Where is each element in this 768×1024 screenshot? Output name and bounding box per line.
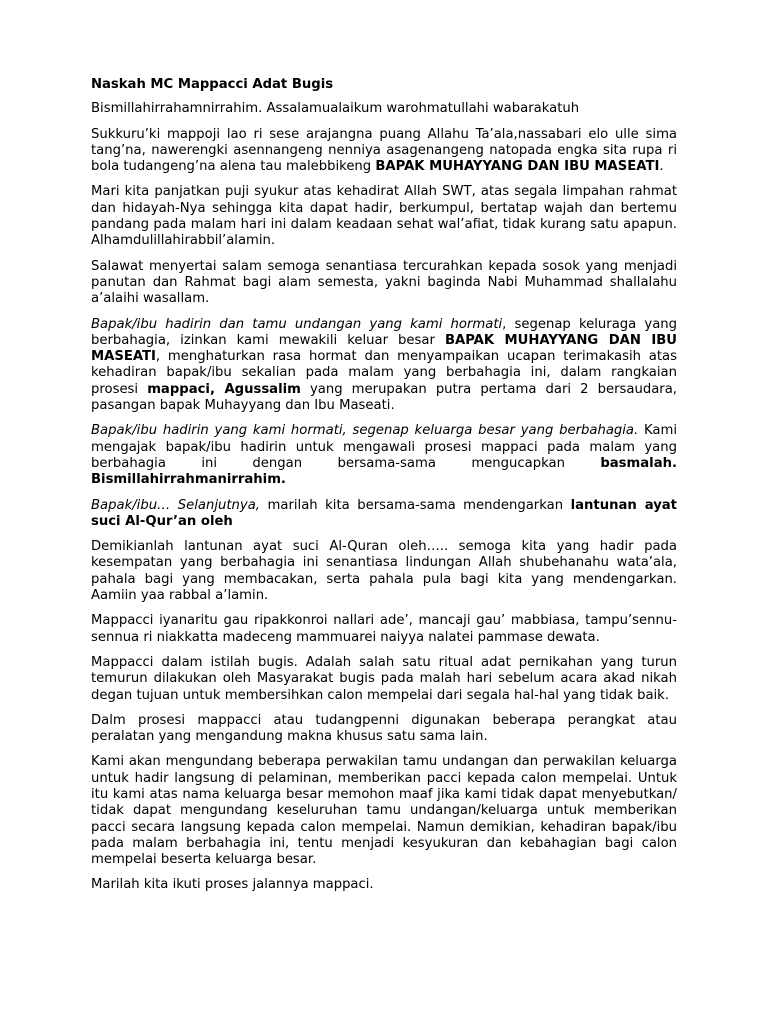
bold-text: basmalah. Bismillahirrahmanirrahim. — [91, 455, 677, 488]
paragraph-7 — [91, 498, 677, 531]
paragraph-11 — [91, 713, 677, 746]
text-run: Sukkuru’ki mappoji lao ri sese arajangna puang Allahu Ta’ala,nassabari elo ulle sima tang’na, nawerengki asennangeng nenniya asagenangeng natopada engka sita rupa ri bola tudangeng’na alena tau malebbikeng — [91, 126, 677, 175]
text-run: Kami akan mengundang beberapa perwakilan tamu undangan dan perwakilan keluarga untuk hadir langsung di pelaminan, memberikan pacci kepada calon mempelai. Untuk itu kami atas nama keluarga besar memohon maaf jika kami tidak dapat menyebutkan/ tidak dapat mengundang keseluruhan tamu undangan/keluarga untuk memberikan pacci secara langsung kepada calon mempelai. Namun demikian, kehadiran bapak/ibu pada malam berbahagia ini, tentu menjadi kesyukuran dan kebahagian bagi calon mempelai beserta keluarga besar. — [91, 754, 677, 868]
paragraph-9 — [91, 613, 677, 646]
text-run: Salawat menyertai salam semoga senantiasa tercurahkan kepada sosok yang menjadi panutan dan Rahmat bagi alam semesta, yakni baginda Nabi Muhammad shallalahu a’alaihi wasallam. — [91, 258, 677, 307]
text-run: , menghaturkan rasa hormat dan menyampaikan ucapan terimakasih atas kehadiran bapak/ibu sekalian pada malam yang berbahagia ini, dalam rangkaian prosesi — [91, 349, 677, 397]
paragraph-4 — [91, 259, 677, 308]
text-run: Demikianlah lantunan ayat suci Al-Quran oleh….. semoga kita yang hadir pada kesempatan yang berbahagia ini senantiasa lindungan Allah shubehanahu wata’ala, pahala bagi yang membacakan, serta pahala pula bagi kita yang mendengarkan. Aamiin yaa rabbal a’lamin. — [91, 539, 677, 604]
text-run: yang merupakan putra pertama dari 2 bersaudara, pasangan bapak Muhayyang dan Ibu Maseati. — [91, 381, 677, 414]
text-run: , segenap keluraga yang berbahagia, izinkan kami mewakili keluar besar — [91, 316, 678, 348]
bold-text: lantunan ayat suci Al-Qur’an oleh — [91, 497, 677, 529]
paragraph-8 — [91, 539, 677, 604]
paragraph-1 — [91, 101, 677, 117]
text-run: Kami mengajak bapak/ibu hadirin untuk mengawali prosesi mappaci pada malam yang berbahagia ini dengan bersama-sama mengucapkan — [91, 423, 677, 471]
paragraph-13 — [91, 877, 677, 893]
paragraph-6 — [91, 423, 677, 488]
text-run: Mappacci dalam istilah bugis. Adalah salah satu ritual adat pernikahan yang turun temurun dilakukan oleh Masyarakat bugis pada malah hari sebelum acara akad nikah degan tujuan untuk membersihkan calon mempelai dari segala hal-hal yang tidak baik. — [91, 654, 677, 703]
text-run: Mappacci iyanaritu gau ripakkonroi nallari ade’, mancaji gau’ mabbiasa, tampu’sennu-sennua ri niakkatta madeceng mammuarei naiyya nalatei pammase dewata. — [91, 613, 677, 645]
document-title: Naskah MC Mappacci Adat Bugis — [91, 77, 334, 92]
paragraph-10 — [91, 655, 677, 704]
italic-text: Bapak/ibu hadirin yang kami hormati, segenap keluarga besar yang berbahagia. — [91, 423, 639, 439]
italic-text: Bapak/ibu… Selanjutnya, — [91, 497, 260, 513]
text-run: marilah kita bersama-sama mendengarkan — [259, 497, 571, 513]
document-body — [91, 101, 677, 893]
text-run: Marilah kita ikuti proses jalannya mappaci. — [91, 877, 374, 893]
paragraph-2 — [91, 127, 677, 176]
bold-text: mappaci, Agussalim — [147, 381, 301, 397]
text-run: Mari kita panjatkan puji syukur atas kehadirat Allah SWT, atas segala limpahan rahmat dan hidayah-Nya sehingga kita dapat hadir, berkumpul, bertatap wajah dan bertemu pandang pada malam hari ini dalam keadaan sehat wal’afiat, tidak kurang satu apapun. Alhamdulillahirabbil’alamin. — [91, 184, 677, 249]
text-run: . — [659, 159, 664, 175]
bold-text: BAPAK MUHAYYANG DAN IBU MASEATI — [91, 332, 677, 365]
text-run: Bismillahirrahamnirrahim. Assalamualaikum warohmatullahi wabarakatuh — [91, 101, 580, 117]
text-run: Dalm prosesi mappacci atau tudangpenni digunakan beberapa perangkat atau peralatan yang mengandung makna khusus satu sama lain. — [91, 712, 677, 745]
paragraph-3 — [91, 184, 677, 249]
paragraph-5 — [91, 317, 677, 415]
paragraph-12 — [91, 754, 677, 868]
italic-text: Bapak/ibu hadirin dan tamu undangan yang kami hormati — [91, 316, 503, 332]
bold-text: BAPAK MUHAYYANG DAN IBU MASEATI — [375, 159, 660, 175]
